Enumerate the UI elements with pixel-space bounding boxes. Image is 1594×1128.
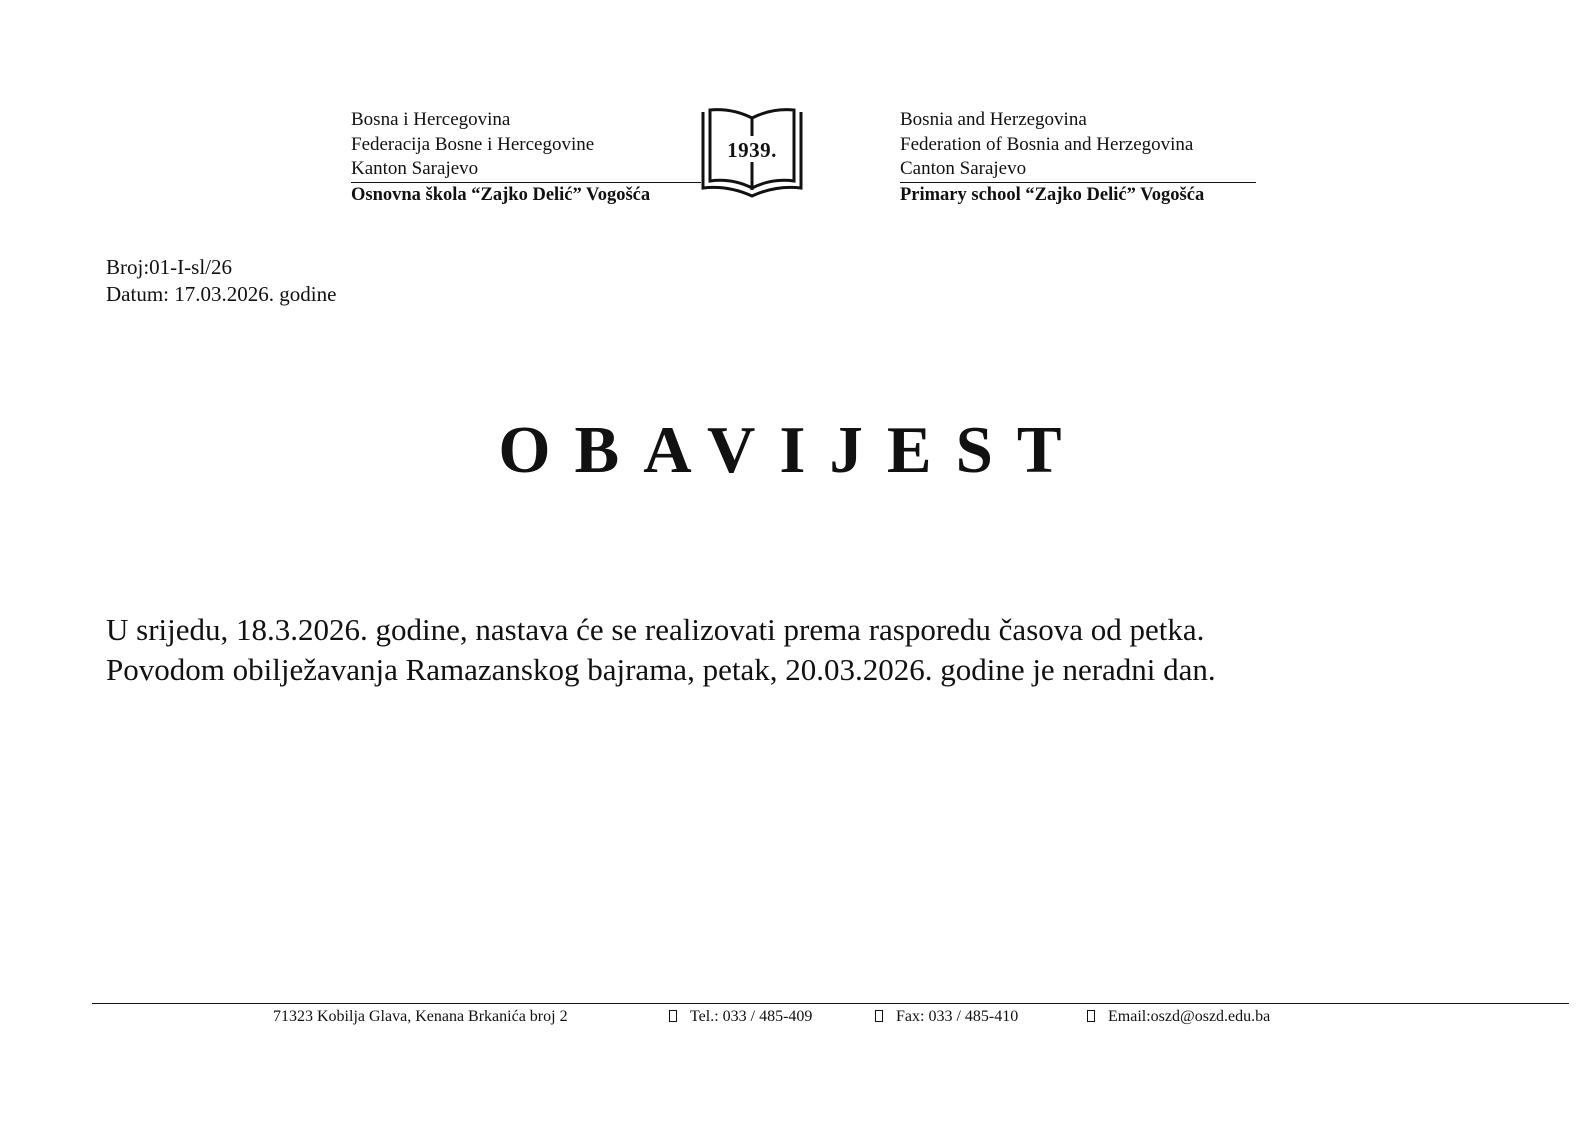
school-name-bs: Osnovna škola “Zajko Delić” Vogošća	[351, 184, 651, 205]
federation-name-en: Federation of Bosnia and Herzegovina	[900, 133, 1194, 155]
footer-email: Email:oszd@oszd.edu.ba	[1108, 1008, 1271, 1025]
footer-tel: Tel.: 033 / 485-409	[690, 1008, 813, 1025]
footer-address: 71323 Kobilja Glava, Kenana Brkanića broj 2	[273, 1008, 568, 1025]
email-icon	[1087, 1010, 1095, 1022]
footer-contact	[273, 1006, 1270, 1028]
document-number: Broj:01-I-sl/26	[106, 255, 232, 279]
footer-fax: Fax: 033 / 485-410	[896, 1008, 1019, 1025]
notice-line-2: Povodom obilježavanja Ramazanskog bajrama, petak, 20.03.2026. godine je neradni dan.	[106, 652, 1216, 687]
federation-name-bs: Federacija Bosne i Hercegovine	[351, 133, 595, 155]
school-name-en: Primary school “Zajko Delić” Vogošća	[900, 184, 1205, 205]
canton-name-en: Canton Sarajevo	[900, 157, 1256, 183]
footer-divider	[92, 1003, 1569, 1004]
school-logo	[700, 108, 804, 202]
footer-email-item	[1087, 1006, 1270, 1028]
document-meta	[106, 254, 336, 308]
notice-body	[106, 610, 1216, 690]
footer-tel-item	[669, 1006, 871, 1028]
canton-name-bs: Kanton Sarajevo	[351, 157, 701, 183]
fax-icon	[875, 1010, 883, 1022]
header-left-block	[351, 108, 701, 207]
document-date: Datum: 17.03.2026. godine	[106, 282, 337, 306]
logo-year: 1939.	[727, 138, 777, 162]
phone-icon	[669, 1010, 677, 1022]
footer-fax-item	[875, 1006, 1083, 1028]
header-right-block	[900, 108, 1256, 207]
page-title: OBAVIJEST	[498, 413, 1086, 487]
country-name-en: Bosnia and Herzegovina	[900, 109, 1087, 130]
country-name-bs: Bosna i Hercegovina	[351, 109, 511, 130]
notice-line-1: U srijedu, 18.3.2026. godine, nastava će se realizovati prema rasporedu časova od petka.	[106, 612, 1205, 647]
